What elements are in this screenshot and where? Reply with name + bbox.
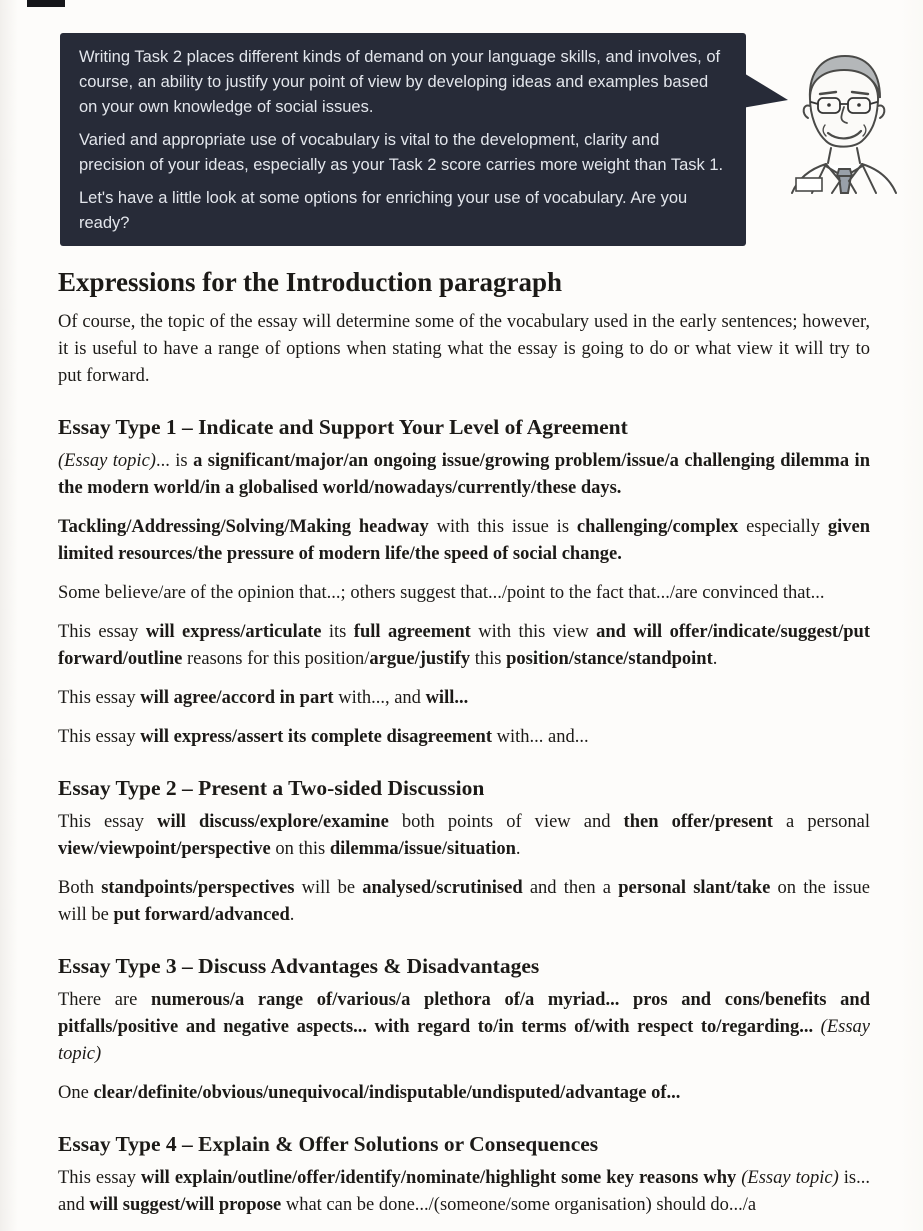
expression-paragraph: This essay will explain/outline/offer/identify/nominate/highlight some key reasons why (Essay topic) is... and will suggest/will propose what can be done.../(someone/some organisation) should do.../a [58, 1168, 871, 1215]
speech-bubble [60, 33, 746, 246]
bubble-paragraph: Let's have a little look at some options for enriching your use of vocabulary. Are you ready? [79, 189, 688, 232]
expression-paragraph: One clear/definite/obvious/unequivocal/indisputable/undisputed/advantage of... [58, 1083, 681, 1103]
section-heading: Essay Type 1 – Indicate and Support Your Level of Agreement [58, 415, 628, 439]
expression-paragraph: Tackling/Addressing/Solving/Making headway with this issue is challenging/complex especially given limited resources/the pressure of modern life/the speed of social change. [58, 517, 870, 564]
section-heading: Essay Type 4 – Explain & Offer Solutions or Consequences [58, 1132, 599, 1156]
page-title: Expressions for the Introduction paragraph [58, 267, 563, 297]
expression-paragraph: This essay will express/assert its complete disagreement with... and... [58, 727, 589, 747]
page-content [58, 266, 870, 1231]
section-heading: Essay Type 3 – Discuss Advantages & Disadvantages [58, 954, 540, 978]
scan-artifact [27, 0, 65, 7]
section-essay-type-2 [58, 775, 870, 929]
section-heading: Essay Type 2 – Present a Two-sided Discussion [58, 776, 485, 800]
expression-paragraph: There are numerous/a range of/various/a plethora of/a myriad... pros and cons/benefits and pitfalls/positive and negative aspects... with regard to/in terms of/with respect to/regarding... (Essay topic) [58, 990, 870, 1064]
section-essay-type-4 [58, 1131, 870, 1219]
professor-illustration [768, 46, 920, 194]
professor-cartoon-icon [768, 46, 920, 194]
expression-paragraph: Some believe/are of the opinion that...; others suggest that.../point to the fact that.../are convinced that... [58, 583, 825, 603]
expression-paragraph: Both standpoints/perspectives will be analysed/scrutinised and then a personal slant/take on the issue will be put forward/advanced. [58, 878, 870, 925]
bubble-paragraph: Varied and appropriate use of vocabulary is vital to the development, clarity and precision of your ideas, especially as your Task 2 score carries more weight than Task 1. [79, 131, 724, 174]
section-essay-type-1 [58, 414, 870, 751]
expression-paragraph: This essay will express/articulate its full agreement with this view and will offer/indicate/suggest/put forward/outline reasons for this position/argue/justify this position/stance/standpoint. [58, 622, 870, 669]
expression-paragraph: (Essay topic)... is a significant/major/an ongoing issue/growing problem/issue/a challenging dilemma in the modern world/in a globalised world/nowadays/currently/these days. [58, 451, 870, 498]
expression-paragraph: This essay will agree/accord in part with..., and will... [58, 688, 469, 708]
bubble-paragraph: Writing Task 2 places different kinds of demand on your language skills, and involves, of course, an ability to justify your point of view by developing ideas and examples based on your own knowledge of social issues. [79, 48, 721, 116]
section-essay-type-3 [58, 953, 870, 1107]
expression-paragraph: This essay will discuss/explore/examine both points of view and then offer/present a personal view/viewpoint/perspective on this dilemma/issue/situation. [58, 812, 870, 859]
intro-paragraph: Of course, the topic of the essay will determine some of the vocabulary used in the early sentences; however, it is useful to have a range of options when stating what the essay is going to do or what view it will try to put forward. [58, 312, 870, 386]
